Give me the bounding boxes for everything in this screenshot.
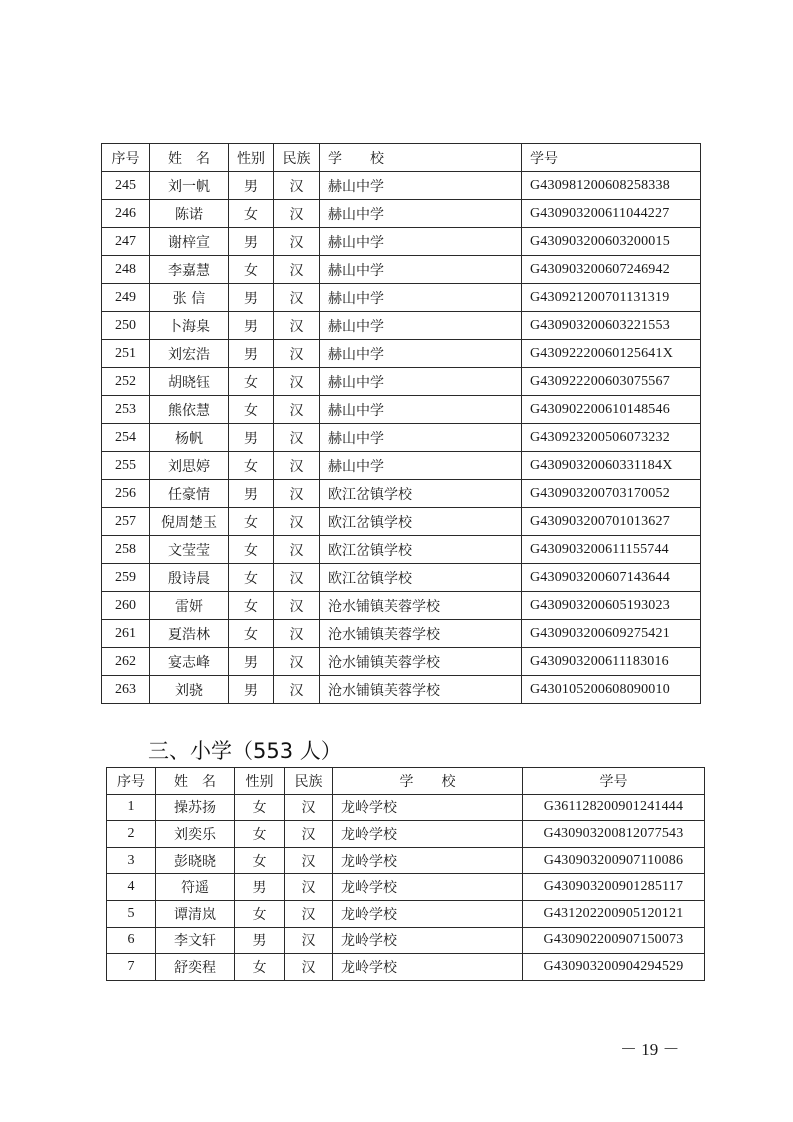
cell-gender: 男 [229,648,274,676]
cell-name: 宴志峰 [150,648,229,676]
cell-index: 254 [102,424,150,452]
cell-name: 文莹莹 [150,536,229,564]
cell-index: 7 [107,954,156,981]
cell-index: 5 [107,900,156,927]
cell-student-id: G430903200611155744 [522,536,701,564]
cell-gender: 男 [235,874,285,901]
table-row [102,368,701,396]
table-row [102,536,701,564]
header-index: 序号 [102,144,150,172]
cell-index: 263 [102,676,150,704]
cell-gender: 女 [229,200,274,228]
cell-school: 龙岭学校 [333,900,523,927]
cell-index: 261 [102,620,150,648]
cell-school: 赫山中学 [320,424,522,452]
cell-school: 沧水铺镇芙蓉学校 [320,648,522,676]
cell-index: 246 [102,200,150,228]
cell-school: 赫山中学 [320,228,522,256]
cell-school: 沧水铺镇芙蓉学校 [320,592,522,620]
cell-ethnicity: 汉 [285,874,333,901]
cell-name: 熊依慧 [150,396,229,424]
cell-student-id: G430903200907110086 [523,847,705,874]
cell-name: 刘宏浩 [150,340,229,368]
cell-student-id: G430903200607246942 [522,256,701,284]
cell-index: 258 [102,536,150,564]
cell-gender: 女 [229,368,274,396]
cell-name: 操苏扬 [156,794,235,821]
cell-school: 欧江岔镇学校 [320,508,522,536]
cell-student-id: G430903200609275421 [522,620,701,648]
cell-ethnicity: 汉 [285,794,333,821]
table-row [102,284,701,312]
cell-ethnicity: 汉 [274,592,320,620]
cell-name: 李嘉慧 [150,256,229,284]
cell-gender: 女 [229,592,274,620]
cell-gender: 女 [229,564,274,592]
cell-student-id: G430903200605193023 [522,592,701,620]
cell-gender: 男 [229,424,274,452]
page-number: － 19 － [620,1040,680,1059]
table-row [107,874,705,901]
cell-ethnicity: 汉 [285,927,333,954]
cell-name: 谢梓宣 [150,228,229,256]
cell-ethnicity: 汉 [274,508,320,536]
cell-school: 赫山中学 [320,368,522,396]
cell-student-id: G430981200608258338 [522,172,701,200]
cell-ethnicity: 汉 [274,200,320,228]
cell-school: 沧水铺镇芙蓉学校 [320,620,522,648]
table-row [102,424,701,452]
cell-school: 赫山中学 [320,172,522,200]
cell-student-id: G430903200701013627 [522,508,701,536]
cell-index: 4 [107,874,156,901]
cell-ethnicity: 汉 [285,954,333,981]
cell-student-id: G361128200901241444 [523,794,705,821]
cell-student-id: G430903200603221553 [522,312,701,340]
cell-school: 赫山中学 [320,200,522,228]
cell-student-id: G43092220060125641X [522,340,701,368]
cell-ethnicity: 汉 [274,536,320,564]
cell-ethnicity: 汉 [274,480,320,508]
cell-student-id: G430105200608090010 [522,676,701,704]
cell-gender: 女 [229,452,274,480]
cell-student-id: G430902200907150073 [523,927,705,954]
cell-gender: 男 [229,172,274,200]
cell-school: 龙岭学校 [333,847,523,874]
cell-student-id: G430903200607143644 [522,564,701,592]
cell-ethnicity: 汉 [274,676,320,704]
cell-index: 250 [102,312,150,340]
table-row [107,847,705,874]
cell-index: 251 [102,340,150,368]
table-row [102,452,701,480]
header-name: 姓 名 [156,768,235,795]
cell-index: 252 [102,368,150,396]
cell-student-id: G431202200905120121 [523,900,705,927]
table-row [102,676,701,704]
cell-ethnicity: 汉 [285,900,333,927]
cell-name: 符遥 [156,874,235,901]
student-table-middle-school [101,143,701,704]
table-row [102,340,701,368]
cell-student-id: G430921200701131319 [522,284,701,312]
cell-ethnicity: 汉 [274,452,320,480]
cell-name: 胡晓钰 [150,368,229,396]
cell-school: 龙岭学校 [333,954,523,981]
cell-gender: 女 [229,536,274,564]
cell-school: 赫山中学 [320,284,522,312]
cell-index: 6 [107,927,156,954]
cell-student-id: G43090320060331184X [522,452,701,480]
cell-ethnicity: 汉 [274,620,320,648]
cell-ethnicity: 汉 [274,396,320,424]
cell-student-id: G430903200812077543 [523,821,705,848]
header-school: 学 校 [320,144,522,172]
cell-index: 262 [102,648,150,676]
table-row [102,312,701,340]
table-header-row [107,768,705,795]
cell-school: 欧江岔镇学校 [320,536,522,564]
table-row [102,228,701,256]
table-row [102,256,701,284]
section-title: 三、小学（553 人） [148,739,342,763]
header-student-id: 学号 [522,144,701,172]
table-row [102,480,701,508]
cell-school: 龙岭学校 [333,794,523,821]
cell-index: 249 [102,284,150,312]
cell-name: 夏浩林 [150,620,229,648]
table-row [107,954,705,981]
cell-name: 杨帆 [150,424,229,452]
cell-gender: 女 [229,396,274,424]
cell-student-id: G430903200603200015 [522,228,701,256]
cell-student-id: G430902200610148546 [522,396,701,424]
table-row [107,821,705,848]
cell-school: 龙岭学校 [333,874,523,901]
cell-student-id: G430922200603075567 [522,368,701,396]
cell-name: 倪周楚玉 [150,508,229,536]
header-ethnicity: 民族 [274,144,320,172]
cell-name: 刘奕乐 [156,821,235,848]
cell-gender: 女 [235,847,285,874]
cell-name: 张 信 [150,284,229,312]
cell-index: 245 [102,172,150,200]
header-gender: 性别 [229,144,274,172]
table-row [102,200,701,228]
cell-student-id: G430903200703170052 [522,480,701,508]
table-row [102,508,701,536]
cell-name: 陈诺 [150,200,229,228]
student-table-primary-school [106,767,705,981]
table-row [102,172,701,200]
cell-gender: 女 [235,794,285,821]
cell-school: 赫山中学 [320,396,522,424]
cell-school: 赫山中学 [320,256,522,284]
cell-gender: 男 [229,312,274,340]
cell-ethnicity: 汉 [274,256,320,284]
header-ethnicity: 民族 [285,768,333,795]
cell-index: 2 [107,821,156,848]
cell-ethnicity: 汉 [285,821,333,848]
cell-school: 赫山中学 [320,340,522,368]
table-row [102,396,701,424]
cell-student-id: G430903200904294529 [523,954,705,981]
table-row [107,927,705,954]
header-gender: 性别 [235,768,285,795]
cell-name: 刘骁 [150,676,229,704]
cell-gender: 女 [229,256,274,284]
cell-name: 彭晓晓 [156,847,235,874]
cell-ethnicity: 汉 [285,847,333,874]
cell-gender: 男 [229,228,274,256]
table-header-row [102,144,701,172]
cell-index: 248 [102,256,150,284]
table-row [102,592,701,620]
header-school: 学 校 [333,768,523,795]
cell-name: 卜海臬 [150,312,229,340]
cell-ethnicity: 汉 [274,368,320,396]
cell-index: 260 [102,592,150,620]
cell-gender: 男 [229,480,274,508]
cell-name: 雷妍 [150,592,229,620]
cell-name: 舒奕程 [156,954,235,981]
cell-name: 刘思婷 [150,452,229,480]
cell-student-id: G430903200611183016 [522,648,701,676]
cell-gender: 女 [229,508,274,536]
header-index: 序号 [107,768,156,795]
cell-ethnicity: 汉 [274,564,320,592]
cell-gender: 男 [235,927,285,954]
cell-gender: 女 [235,900,285,927]
cell-ethnicity: 汉 [274,312,320,340]
cell-index: 1 [107,794,156,821]
cell-index: 253 [102,396,150,424]
cell-index: 255 [102,452,150,480]
cell-ethnicity: 汉 [274,172,320,200]
table-row [102,648,701,676]
cell-ethnicity: 汉 [274,424,320,452]
cell-gender: 女 [235,954,285,981]
cell-school: 沧水铺镇芙蓉学校 [320,676,522,704]
cell-school: 赫山中学 [320,452,522,480]
cell-name: 任豪情 [150,480,229,508]
cell-name: 殷诗晨 [150,564,229,592]
cell-school: 欧江岔镇学校 [320,480,522,508]
cell-school: 欧江岔镇学校 [320,564,522,592]
header-name: 姓 名 [150,144,229,172]
cell-name: 李文轩 [156,927,235,954]
cell-school: 龙岭学校 [333,821,523,848]
cell-school: 龙岭学校 [333,927,523,954]
table-row [102,564,701,592]
cell-index: 259 [102,564,150,592]
cell-gender: 女 [235,821,285,848]
header-student-id: 学号 [523,768,705,795]
cell-gender: 男 [229,340,274,368]
cell-ethnicity: 汉 [274,340,320,368]
cell-student-id: G430923200506073232 [522,424,701,452]
table-row [102,620,701,648]
cell-index: 256 [102,480,150,508]
cell-ethnicity: 汉 [274,228,320,256]
cell-index: 247 [102,228,150,256]
cell-ethnicity: 汉 [274,648,320,676]
cell-index: 3 [107,847,156,874]
cell-ethnicity: 汉 [274,284,320,312]
cell-name: 谭清岚 [156,900,235,927]
cell-name: 刘一帆 [150,172,229,200]
cell-school: 赫山中学 [320,312,522,340]
cell-student-id: G430903200901285117 [523,874,705,901]
cell-student-id: G430903200611044227 [522,200,701,228]
table-row [107,794,705,821]
cell-index: 257 [102,508,150,536]
table-row [107,900,705,927]
cell-gender: 男 [229,676,274,704]
cell-gender: 男 [229,284,274,312]
cell-gender: 女 [229,620,274,648]
